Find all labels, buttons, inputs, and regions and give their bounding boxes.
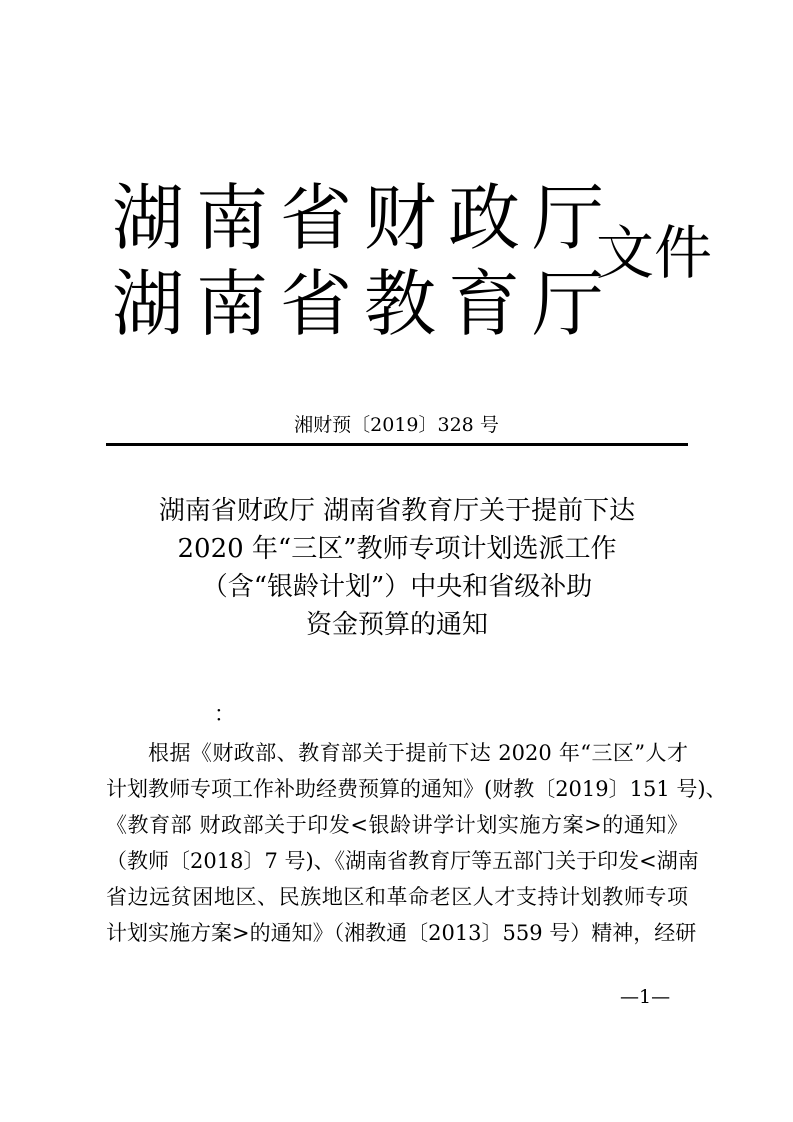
body-line: 根据《财政部、教育部关于提前下达 2020 年“三区”人才 [148, 741, 688, 765]
title-line: （含“银龄计划”）中央和省级补助 [201, 572, 593, 602]
document-number: 湘财预〔2019〕328 号 [294, 414, 499, 436]
page-number: —1— [620, 986, 671, 1008]
body-line: 计划教师专项工作补助经费预算的通知》(财教〔2019〕151 号)、 [106, 777, 727, 801]
addressee: ： [214, 702, 235, 726]
title-line: 湖南省财政厅 湖南省教育厅关于提前下达 [158, 496, 636, 526]
body-line: 省边远贫困地区、民族地区和革命老区人才支持计划教师专项 [106, 885, 688, 909]
header-divider [106, 443, 688, 446]
body-paragraph [106, 735, 727, 951]
body-line: 《教育部 财政部关于印发<银龄讲学计划实施方案>的通知》 [106, 813, 688, 837]
body-line: （教师〔2018〕7 号)、《湖南省教育厅等五部门关于印发<湖南 [106, 849, 699, 873]
title-line: 资金预算的通知 [305, 610, 488, 640]
issuing-org-education: 湖南省教育厅 [112, 262, 617, 346]
issuing-org-finance: 湖南省财政厅 [112, 176, 617, 260]
body-line: 计划实施方案>的通知》（湘教通〔2013〕559 号）精神，经研 [106, 921, 697, 945]
title-line: 2020 年“三区”教师专项计划选派工作 [177, 534, 617, 564]
document-suffix: 文件 [596, 219, 713, 287]
document-title [106, 492, 688, 644]
